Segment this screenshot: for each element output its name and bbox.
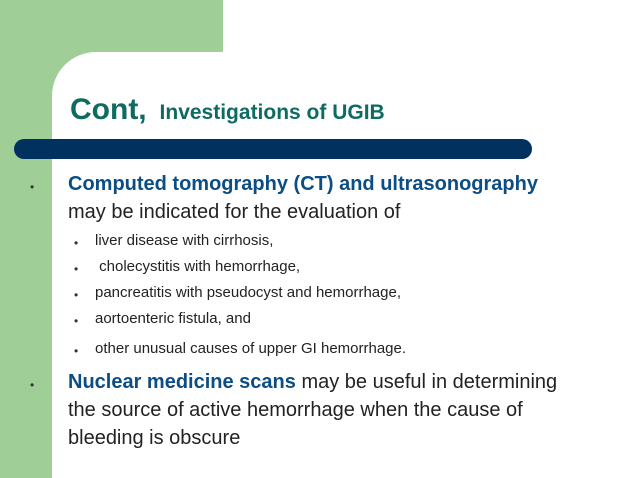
bullet-bold-text: Computed tomography (CT) and ultrasonography — [68, 173, 538, 195]
bullet-text: may be useful in determining the source of active hemorrhage when the cause of bleeding is obscure — [68, 371, 558, 449]
bullet-marker: • — [30, 180, 35, 194]
bullet-text: may be indicated for the evaluation of — [68, 201, 401, 223]
sub-bullet-marker: • — [74, 314, 79, 328]
bullet-nuclear-medicine — [68, 368, 568, 452]
sub-bullet-marker: • — [74, 288, 79, 302]
sub-bullet-marker: • — [74, 344, 79, 358]
title-underline-bar — [14, 139, 532, 159]
sub-item-text: other unusual causes of upper GI hemorrhage. — [95, 340, 407, 357]
bullet-marker: • — [30, 378, 35, 392]
title-sub: Investigations of UGIB — [159, 101, 385, 124]
sub-item-text: pancreatitis with pseudocyst and hemorrhage, — [95, 284, 402, 301]
sub-item-text: aortoenteric fistula, and — [95, 310, 251, 327]
slide-title — [70, 92, 385, 125]
title-main: Cont, — [70, 93, 147, 126]
sub-item-text: cholecystitis with hemorrhage, — [95, 258, 301, 275]
sub-bullet-marker: • — [74, 262, 79, 276]
bullet-ct-ultrasonography — [68, 170, 618, 226]
bullet-bold-text: Nuclear medicine scans — [68, 371, 296, 393]
sub-item-text: liver disease with cirrhosis, — [95, 232, 274, 249]
sub-bullet-marker: • — [74, 236, 79, 250]
